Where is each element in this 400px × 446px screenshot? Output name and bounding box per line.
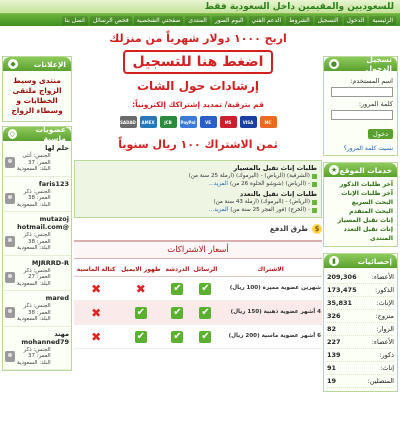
check-icon: ✔ — [136, 306, 146, 318]
upgrade-text: قم بترقية/ تمديد إشتراكك إلكترونياً: — [132, 100, 264, 109]
site-tagline: للسعوديين والمقيمين داخل السعودية فقط — [204, 2, 394, 12]
sadad-icon: SADAD — [120, 116, 137, 128]
ads-box — [2, 56, 72, 122]
column-header: الدردشة — [163, 263, 191, 277]
login-title: تسجيل الدخول — [365, 55, 392, 73]
left-sidebar — [2, 56, 72, 375]
ads-title: الإعلانات — [33, 59, 66, 69]
column-header: الاشتراك — [219, 263, 322, 277]
services-header — [324, 163, 397, 177]
services-icon: ★ — [330, 166, 338, 174]
avatar[interactable] — [5, 307, 15, 318]
stats-header — [324, 254, 397, 268]
member-card[interactable]: مهند mohanned79 الجنس: ذكر العمر: 37 البلد: السعودية — [3, 327, 71, 371]
login-icon: ● — [330, 60, 337, 68]
jcb-icon: JCB — [160, 116, 177, 128]
nav-item[interactable]: الرئيسية — [369, 16, 396, 25]
login-header — [324, 57, 397, 71]
request-item[interactable]: - (الخرج) (فور الفجر 25 سنة من) المزيد... — [79, 206, 317, 214]
column-header: الرسائل — [191, 263, 219, 277]
services-box — [323, 162, 398, 247]
stat-row: المتصلين: 19 — [327, 375, 394, 388]
nav-item[interactable]: فحص الرسائل — [90, 16, 132, 25]
check-icon: ✔ — [201, 282, 210, 294]
check-icon: ✔ — [173, 282, 182, 294]
price-table — [74, 263, 322, 349]
stats-box — [323, 253, 398, 392]
requests-heading[interactable]: طلبات إناث تقبل بالتعدد — [239, 190, 317, 198]
payment-cards — [74, 116, 322, 128]
table-row — [74, 301, 322, 325]
right-sidebar — [323, 56, 398, 398]
login-button[interactable]: دخول — [368, 129, 393, 139]
stat-row: إناث: 91 — [327, 362, 394, 375]
nav-item[interactable]: البوم الصور — [212, 16, 247, 25]
member-name[interactable]: حلم لها — [45, 144, 69, 152]
username-label: اسم المستخدم: — [350, 77, 393, 85]
member-name[interactable]: MJRRRD-R — [31, 258, 69, 267]
avatar[interactable] — [5, 193, 15, 204]
service-link[interactable]: آخر طلبات الإناث — [341, 190, 393, 197]
nav-item[interactable]: الدخول — [344, 16, 368, 25]
visa-icon: VISA — [240, 116, 257, 128]
services-title: خدمات الموقع — [339, 165, 392, 175]
diamond-icon: ◇ — [9, 130, 16, 138]
request-item[interactable]: (الرياض) - (اليرموك) (ارملة 43 سنة من) — [79, 198, 317, 206]
visa-electron-icon: VE — [200, 116, 217, 128]
stats-title: إحصائيات — [357, 256, 392, 266]
check-icon: ✔ — [173, 330, 182, 342]
more-link[interactable]: المزيد... — [208, 207, 229, 213]
stat-row: الأعضاء: 209,306 — [327, 271, 394, 284]
register-button[interactable]: اضغط هنا للتسجيل — [123, 50, 273, 74]
member-name[interactable]: faris123 — [38, 179, 69, 188]
forum-ad-link[interactable]: منتدى وسيط الزواج ملتقى الخطابات و وسطاء الزواج — [11, 76, 63, 115]
promo-headline: اربح ١٠٠٠ دولار شهرياً من منزلك — [109, 32, 287, 45]
main-nav — [0, 14, 400, 26]
username-input[interactable] — [331, 87, 393, 97]
price-line: ثمن الاشتراك ١٠٠ ريال سنوياً — [118, 138, 278, 151]
dollar-icon: $ — [312, 224, 322, 234]
cross-icon: ✖ — [135, 281, 146, 296]
check-icon: ✔ — [201, 330, 210, 342]
member-name[interactable]: مهند mohanned79 — [21, 329, 69, 346]
member-card[interactable]: faris123 الجنس: ذكر العمر: 38 البلد: السعودية — [3, 177, 71, 213]
request-item[interactable]: (الشرقية) (الرياض) - (اليرموك) (ارملة 25 سنة من) — [79, 172, 317, 180]
price-table-title: أسعار الاشتراكات — [74, 240, 322, 259]
check-icon: ✔ — [173, 306, 182, 318]
more-link[interactable]: المزيد... — [208, 181, 228, 187]
member-name[interactable]: mared — [45, 294, 69, 302]
password-label: كلمة المرور: — [358, 100, 393, 108]
members-title: عضويات ماسية — [35, 125, 66, 143]
nav-item[interactable]: المنتدى — [185, 16, 209, 25]
table-row — [74, 325, 322, 349]
requests-box — [74, 160, 322, 218]
member-card[interactable]: mutazoj hotmail.com@ الجنس: ذكر العمر: 38 البلد: السعودية — [3, 212, 71, 256]
member-name[interactable]: mutazoj hotmail.com@ — [17, 215, 69, 231]
nav-item[interactable]: الشروط — [286, 16, 313, 25]
paypal-icon: PayPal — [180, 116, 197, 128]
plan-name: 4 أشهر عضوية ذهبية (150 ريال) — [219, 301, 322, 325]
member-card[interactable]: حلم لها الجنس: أنثى العمر: 37 البلد: السعودية — [3, 141, 71, 177]
service-link[interactable]: المنتدى — [370, 235, 393, 242]
nav-item[interactable]: الدعم الفني — [249, 16, 284, 25]
service-link[interactable]: البحث المتقدم — [349, 208, 393, 215]
nav-item[interactable]: اتصل بنا — [62, 16, 88, 25]
forgot-password-link[interactable]: نسيت كلمة المرور؟ — [343, 145, 393, 152]
stat-row: الأعضاء: 227 — [327, 336, 394, 349]
plan-name: شهرين عضوية مميزة (100 ريال) — [219, 277, 322, 301]
requests-heading[interactable]: طلبات إناث تقبل بالمسيار — [233, 164, 317, 172]
stat-row: الزوار: 82 — [327, 323, 394, 336]
megaphone-icon: ◆ — [8, 59, 18, 69]
main-content — [74, 28, 322, 349]
login-box — [323, 56, 398, 156]
maestro-icon: MS — [220, 116, 237, 128]
cross-icon: ✖ — [91, 329, 102, 344]
table-row — [74, 277, 322, 301]
chat-guide-link[interactable]: إرشادات حول الشات — [137, 79, 259, 93]
service-link[interactable]: آخر طلبات الذكور — [339, 181, 393, 188]
member-card[interactable]: MJRRRD-R الجنس: ذكر العمر: 27 البلد: السعودية — [3, 256, 71, 292]
avatar[interactable] — [5, 351, 15, 362]
cross-icon: ✖ — [91, 305, 102, 320]
check-icon: ✔ — [201, 306, 210, 318]
mastercard-icon: MC — [260, 116, 277, 128]
avatar[interactable] — [5, 157, 15, 168]
column-header: كتالة الماسية — [74, 263, 118, 277]
avatar[interactable] — [5, 236, 15, 247]
avatar[interactable] — [5, 272, 15, 283]
ads-header — [3, 57, 71, 71]
stat-row: متزوج: 326 — [327, 310, 394, 323]
payment-methods-label[interactable]: طرق الدفع — [269, 225, 308, 233]
members-box — [2, 126, 72, 371]
stat-row: الإناث: 35,831 — [327, 297, 394, 310]
cross-icon: ✖ — [91, 281, 102, 296]
member-card[interactable]: mared الجنس: ذكر العمر: 38 البلد: السعودية — [3, 291, 71, 327]
stat-row: ذكور: 139 — [327, 349, 394, 362]
service-link[interactable]: إناث تقبل المسيار — [337, 217, 393, 224]
password-input[interactable] — [331, 110, 393, 120]
payment-methods-link[interactable] — [74, 224, 322, 234]
nav-item[interactable]: التسجيل — [315, 16, 342, 25]
top-banner — [0, 0, 400, 14]
members-header — [3, 127, 71, 141]
check-icon: ✔ — [136, 330, 146, 342]
service-link[interactable]: البحث السريع — [351, 199, 393, 206]
chart-icon: ▮ — [329, 256, 339, 266]
amex-icon: AMEX — [140, 116, 157, 128]
plan-name: 6 أشهر عضوية ماسية (200 ريال) — [219, 325, 322, 349]
request-item[interactable]: - (الرياض) (شوشو الحلوة 26 من) المزيد... — [79, 180, 317, 188]
price-table-body — [74, 277, 322, 349]
service-link[interactable]: إناث تقبل التعدد — [343, 226, 393, 233]
nav-item[interactable]: صفحتي الشخصية — [134, 16, 184, 25]
stat-row: الذكور: 173,475 — [327, 284, 394, 297]
column-header: ظهور الايميل — [118, 263, 163, 277]
